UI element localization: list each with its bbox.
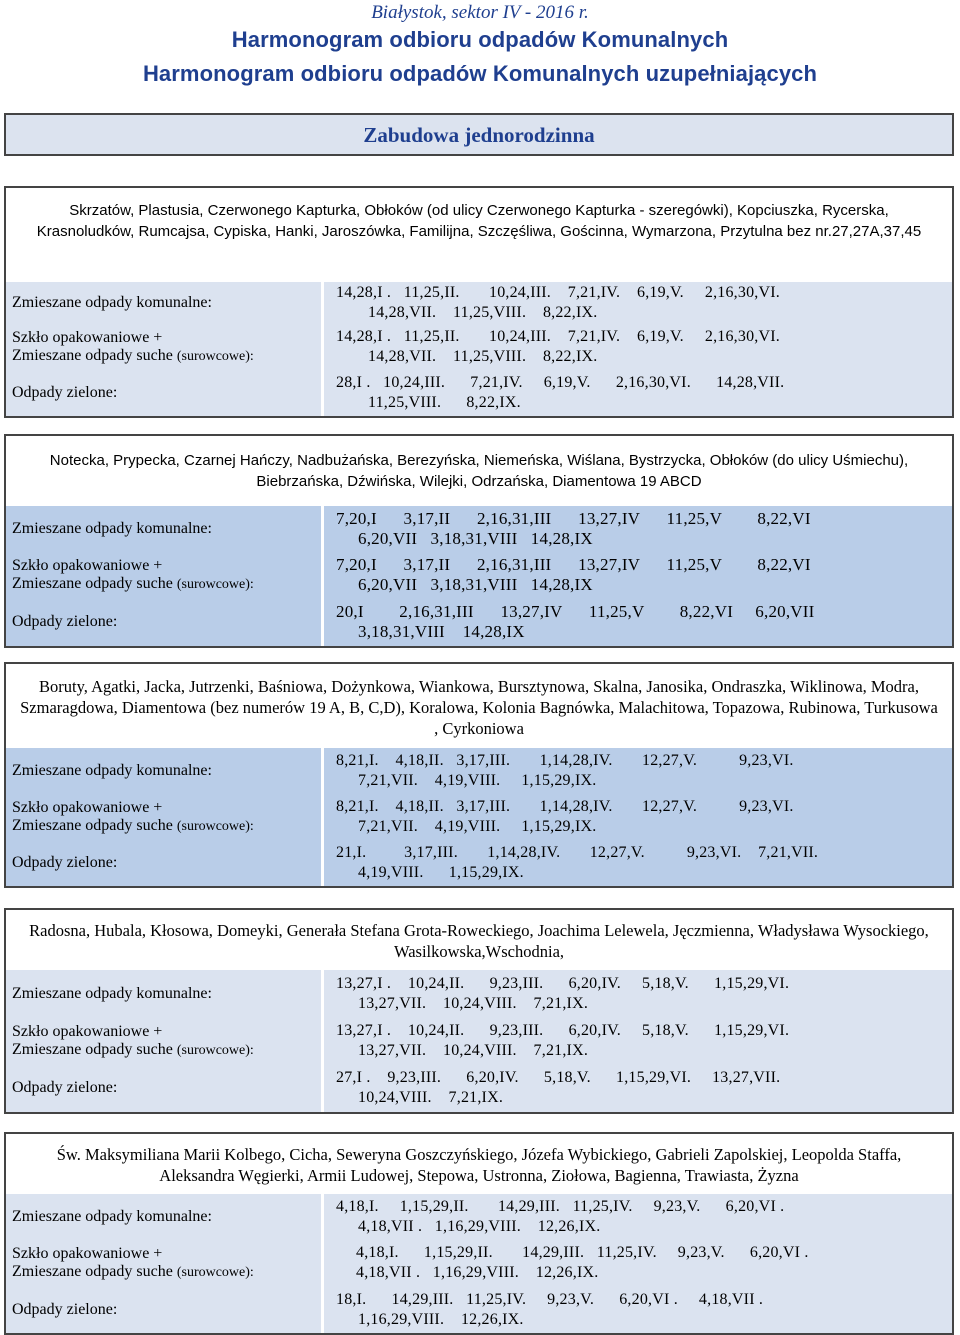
dates-mixed-waste: 13,27,I . 10,24,II. 9,23,III. 6,20,IV. 5,18,V. 1,15,29,VI. 13,27,VII. 10,24,VIII. 7,21,IX. <box>336 975 790 1012</box>
dates-green-waste: 28,I . 10,24,III. 7,21,IV. 6,19,V. 2,16,30,VI. 14,28,VII. 11,25,VIII. 8,22,IX. <box>336 374 785 411</box>
label-green-waste: Odpady zielone: <box>6 840 324 886</box>
label-mixed-waste: Zmieszane odpady komunalne: <box>6 1194 324 1240</box>
dates-glass-dry: 4,18,I. 1,15,29,II. 14,29,III. 11,25,IV. 9,23,V. 6,20,VI . 4,18,VII . 1,16,29,VIII. 12,26,IX. <box>356 1244 809 1281</box>
street-list: Notecka, Prypecka, Czarnej Hańczy, Nadbużańska, Berezyńska, Niemeńska, Wiślana, Bystrzycka, Obłoków (do ulicy Uśmiechu), Biebrzańska, Dźwińska, Wilejki, Odrzańska, Diamentowa 19 ABCD <box>49 452 909 490</box>
schedule-section-1 <box>4 186 954 418</box>
page-subtitle: Harmonogram odbioru odpadów Komunalnych uzupełniających <box>142 61 818 86</box>
dates-mixed-waste: 4,18,I. 1,15,29,II. 14,29,III. 11,25,IV. 9,23,V. 6,20,VI . 4,18,VII . 1,16,29,VIII. 12,26,IX. <box>336 1198 785 1235</box>
label-green-waste: Odpady zielone: <box>6 598 324 646</box>
label-mixed-waste: Zmieszane odpady komunalne: <box>6 282 324 324</box>
label-glass-dry: Szkło opakowaniowe + Zmieszane odpady suche (surowcowe): <box>6 552 324 598</box>
schedule-grid <box>6 282 952 416</box>
street-list: Radosna, Hubala, Kłosowa, Domeyki, Generała Stefana Grota-Roweckiego, Joachima Lelewela, Jęczmienna, Władysława Wysockiego, Wasilkowska,Wschodnia, <box>29 921 929 961</box>
dates-mixed-waste: 14,28,I . 11,25,II. 10,24,III. 7,21,IV. 6,19,V. 2,16,30,VI. 14,28,VII. 11,25,VIII. 8,22,IX. <box>336 284 780 321</box>
dates-glass-dry: 14,28,I . 11,25,II. 10,24,III. 7,21,IV. 6,19,V. 2,16,30,VI. 14,28,VII. 11,25,VIII. 8,22,IX. <box>336 328 780 365</box>
label-mixed-waste: Zmieszane odpady komunalne: <box>6 506 324 552</box>
label-glass-dry: Szkło opakowaniowe + Zmieszane odpady suche (surowcowe): <box>6 324 324 370</box>
schedule-section-2 <box>4 434 954 648</box>
label-green-waste: Odpady zielone: <box>6 1286 324 1333</box>
street-list: Boruty, Agatki, Jacka, Jutrzenki, Baśniowa, Dożynkowa, Wiankowa, Bursztynowa, Skalna, Janosika, Ondraszka, Wiklinowa, Modra, Szmaragdowa, Diamentowa (bez numerów 19 A, B, C,D), Koralowa, Kolonia Bagnówka, Malachitowa, Topazowa, Rubinowa, Turkusowa , Cyrkoniowa <box>20 677 938 738</box>
dates-glass-dry: 8,21,I. 4,18,II. 3,17,III. 1,14,28,IV. 12,27,V. 9,23,VI. 7,21,VII. 4,19,VIII. 1,15,29,IX. <box>336 798 794 835</box>
label-glass-dry: Szkło opakowaniowe + Zmieszane odpady suche (surowcowe): <box>6 794 324 840</box>
dates-green-waste: 18,I. 14,29,III. 11,25,IV. 9,23,V. 6,20,VI . 4,18,VII . 1,16,29,VIII. 12,26,IX. <box>336 1290 764 1328</box>
dates-green-waste: 21,I. 3,17,III. 1,14,28,IV. 12,27,V. 9,23,VI. 7,21,VII. 4,19,VIII. 1,15,29,IX. <box>336 844 819 881</box>
schedule-section-5 <box>4 1132 954 1335</box>
dates-glass-dry: 13,27,I . 10,24,II. 9,23,III. 6,20,IV. 5,18,V. 1,15,29,VI. 13,27,VII. 10,24,VIII. 7,21,IX. <box>336 1022 790 1059</box>
schedule-grid <box>6 748 952 886</box>
dates-green-waste: 27,I . 9,23,III. 6,20,IV. 5,18,V. 1,15,29,VI. 13,27,VII. 10,24,VIII. 7,21,IX. <box>336 1069 781 1106</box>
schedule-grid <box>6 506 952 646</box>
street-list: Św. Maksymiliana Marii Kolbego, Cicha, Seweryna Goszczyńskiego, Józefa Wybickiego, Gabrieli Zapolskiej, Leopolda Staffa, Aleksandra Węgierki, Armii Ludowej, Stepowa, Ustronna, Ziołowa, Bagienna, Trawiasta, Żyzna <box>56 1145 902 1185</box>
schedule-grid <box>6 970 952 1112</box>
dates-green-waste: 20,I 2,16,31,III 13,27,IV 11,25,V 8,22,VI 6,20,VII 3,18,31,VIII 14,28,IX <box>336 602 815 641</box>
label-mixed-waste: Zmieszane odpady komunalne: <box>6 970 324 1018</box>
dates-mixed-waste: 8,21,I. 4,18,II. 3,17,III. 1,14,28,IV. 12,27,V. 9,23,VI. 7,21,VII. 4,19,VIII. 1,15,29,IX. <box>336 752 794 789</box>
schedule-grid <box>6 1194 952 1333</box>
schedule-section-4 <box>4 908 954 1114</box>
label-mixed-waste: Zmieszane odpady komunalne: <box>6 748 324 794</box>
street-list: Skrzatów, Plastusia, Czerwonego Kapturka, Obłoków (od ulicy Czerwonego Kapturka - szeregówki), Kopciuszka, Rycerska, Krasnoludków, Rumcajsa, Cypiska, Hanki, Jaroszówka, Familijna, Szczęśliwa, Gościnna, Wymarzona, Przytulna bez nr.27,27A,37,45 <box>36 202 922 240</box>
page-title: Harmonogram odbioru odpadów Komunalnych <box>231 27 729 52</box>
label-glass-dry: Szkło opakowaniowe + Zmieszane odpady suche (surowcowe): <box>6 1018 324 1064</box>
category-header: Zabudowa jednorodzinna <box>4 113 954 156</box>
label-green-waste: Odpady zielone: <box>6 370 324 416</box>
schedule-section-3 <box>4 662 954 888</box>
dates-glass-dry: 7,20,I 3,17,II 2,16,31,III 13,27,IV 11,25,V 8,22,VI 6,20,VII 3,18,31,VIII 14,28,IX <box>336 555 811 594</box>
dates-mixed-waste: 7,20,I 3,17,II 2,16,31,III 13,27,IV 11,25,V 8,22,VI 6,20,VII 3,18,31,VIII 14,28,IX <box>336 509 811 548</box>
label-glass-dry: Szkło opakowaniowe + Zmieszane odpady suche (surowcowe): <box>6 1240 324 1286</box>
location-subtitle: Białystok, sektor IV - 2016 r. <box>371 2 589 23</box>
label-green-waste: Odpady zielone: <box>6 1064 324 1112</box>
